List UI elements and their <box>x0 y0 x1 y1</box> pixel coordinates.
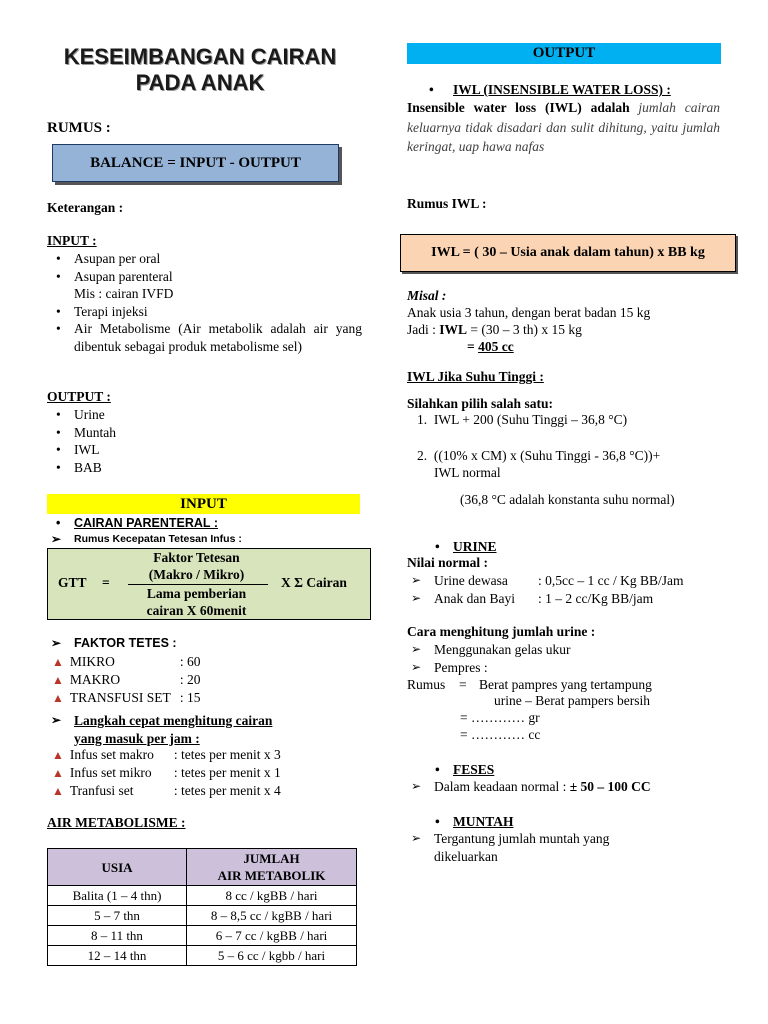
output-banner: OUTPUT <box>407 43 721 64</box>
option-2: 2. ((10% x CM) x (Suhu Tinggi - 36,8 °C))+ IWL normal <box>417 448 661 480</box>
list-item: ➢ Pempres : <box>407 659 737 677</box>
table-row: 8 – 11 thn 6 – 7 cc / kgBB / hari <box>48 926 357 946</box>
list-item: • Air Metabolisme (Air metabolik adalah air yang dibentuk sebagai produk metabolisme sel) <box>47 320 362 355</box>
list-item: ➢ Urine dewasa : 0,5cc – 1 cc / Kg BB/Jam <box>407 572 737 590</box>
drop-icon: ▲ <box>52 748 64 762</box>
misal-result: = 405 cc <box>467 339 514 354</box>
gtt-formula-box <box>47 548 371 620</box>
table-row: 5 – 7 thn 8 – 8,5 cc / kgBB / hari <box>48 906 357 926</box>
list-item: • Muntah <box>47 424 247 442</box>
misal-example: Anak usia 3 tahun, dengan berat badan 15 kg Jadi : IWL = (30 – 3 th) x 15 kg <box>407 305 651 337</box>
input-list <box>47 250 362 355</box>
iwl-definition: Insensible water loss (IWL) adalah jumlah cairan keluarnya tidak disadari dan sulit dihitung, yaitu jumlah keringat, uap hawa nafas <box>407 100 720 154</box>
iwl-suhu-label: IWL Jika Suhu Tinggi : <box>407 369 544 384</box>
cairan-parenteral-heading <box>47 515 362 533</box>
input-banner: INPUT <box>47 494 360 514</box>
table-header-row <box>48 849 357 886</box>
air-metabolik-table <box>47 848 357 966</box>
iwl-heading: • IWL (INSENSIBLE WATER LOSS) : <box>407 81 727 99</box>
list-item: ➢ Menggunakan gelas ukur <box>407 641 737 659</box>
list-item: ➢ Anak dan Bayi : 1 – 2 cc/Kg BB/jam <box>407 590 737 608</box>
list-item: • Asupan per oral <box>47 250 362 268</box>
cara-list <box>407 641 737 676</box>
air-metabolisme-label: AIR METABOLISME : <box>47 815 186 830</box>
cara-menghitung-label: Cara menghitung jumlah urine : <box>407 624 596 639</box>
iwl-formula-box: IWL = ( 30 – Usia anak dalam tahun) x BB kg <box>400 234 736 272</box>
drop-icon: ▲ <box>52 691 64 705</box>
gtt-numerator: Faktor Tetesan (Makro / Mikro) <box>148 550 245 582</box>
list-item: ▲ MIKRO : 60 <box>52 654 201 669</box>
list-item: • IWL <box>47 441 247 459</box>
rumus-urine: Rumus = Berat pampres yang tertampung <box>407 677 652 692</box>
muntah-list <box>407 830 667 865</box>
output-label: OUTPUT : <box>47 389 111 404</box>
langkah-label: ➢ Langkah cepat menghitung cairan yang masuk per jam : <box>47 712 362 747</box>
table-header: USIA <box>48 849 187 886</box>
list-item: • BAB <box>47 459 247 477</box>
drop-icon: ▲ <box>52 766 64 780</box>
silahkan-label: Silahkan pilih salah satu: <box>407 396 553 411</box>
list-item: ➢ Dalam keadaan normal : ± 50 – 100 CC <box>407 778 737 796</box>
list-item: • Asupan parenteral <box>47 268 362 286</box>
list-item: ▲ MAKRO : 20 <box>52 672 201 687</box>
feses-heading-list <box>407 761 727 779</box>
input-label: INPUT : <box>47 233 97 248</box>
list-item: ▲ TRANSFUSI SET : 15 <box>52 690 201 705</box>
keterangan-label: Keterangan : <box>47 200 124 215</box>
drop-icon: ▲ <box>52 673 64 687</box>
misal-label: Misal : <box>407 288 447 303</box>
iwl-heading-list <box>407 81 727 99</box>
rumus-tetesan-heading <box>47 531 362 549</box>
feses-list <box>407 778 737 796</box>
rumus-tetesan-label: ➢ Rumus Kecepatan Tetesan Infus : <box>47 531 362 549</box>
langkah-list <box>52 746 362 800</box>
drop-icon: ▲ <box>52 655 64 669</box>
feses-heading: • FESES <box>407 761 727 779</box>
urine-heading: • URINE <box>407 538 727 556</box>
list-item: • Terapi injeksi <box>47 303 362 321</box>
list-item: ➢ Tergantung jumlah muntah yang dikeluarkan <box>407 830 667 865</box>
option-1: 1. IWL + 200 (Suhu Tinggi – 36,8 °C) <box>417 412 628 427</box>
list-item-note: Mis : cairan IVFD <box>74 286 174 301</box>
rumus-label: RUMUS : <box>47 120 111 136</box>
nilai-normal-label: Nilai normal : <box>407 555 488 570</box>
gtt-rhs: X Σ Cairan <box>281 575 347 590</box>
rumus-urine-gr: = ………… gr <box>460 710 540 725</box>
gtt-lhs: GTT <box>58 575 87 590</box>
table-header: JUMLAH AIR METABOLIK <box>187 849 357 886</box>
drop-icon: ▲ <box>52 784 64 798</box>
table-row: Balita (1 – 4 thn) 8 cc / kgBB / hari <box>48 886 357 906</box>
urine-heading-list <box>407 538 727 556</box>
rumus-urine-cc: = ………… cc <box>460 727 541 742</box>
faktor-tetes-list <box>52 653 352 707</box>
rumus-iwl-label: Rumus IWL : <box>407 196 487 211</box>
urine-list <box>407 572 737 607</box>
page-title: KESEIMBANGAN CAIRAN PADA ANAK <box>63 44 337 95</box>
faktor-tetes-heading <box>47 635 362 653</box>
table-row: 12 – 14 thn 5 – 6 cc / kgbb / hari <box>48 946 357 966</box>
list-item: ▲ Infus set makro : tetes per menit x 3 <box>52 747 281 762</box>
rumus-urine-line2: urine – Berat pampers bersih <box>494 693 650 708</box>
balance-formula-box: BALANCE = INPUT - OUTPUT <box>52 144 339 182</box>
muntah-heading-list <box>407 813 727 831</box>
cairan-parenteral-label: • CAIRAN PARENTERAL : <box>47 515 362 533</box>
gtt-denominator: Lama pemberian cairan X 60menit <box>146 586 247 618</box>
muntah-heading: • MUNTAH <box>407 813 727 831</box>
list-item: ▲ Tranfusi set : tetes per menit x 4 <box>52 783 281 798</box>
konstanta-note: (36,8 °C adalah konstanta suhu normal) <box>460 492 675 507</box>
list-item: ▲ Infus set mikro : tetes per menit x 1 <box>52 765 281 780</box>
gtt-equals: = <box>102 575 110 590</box>
langkah-heading <box>47 712 362 747</box>
faktor-tetes-label: ➢ FAKTOR TETES : <box>47 635 362 653</box>
list-item: • Urine <box>47 406 247 424</box>
output-list <box>47 406 247 476</box>
